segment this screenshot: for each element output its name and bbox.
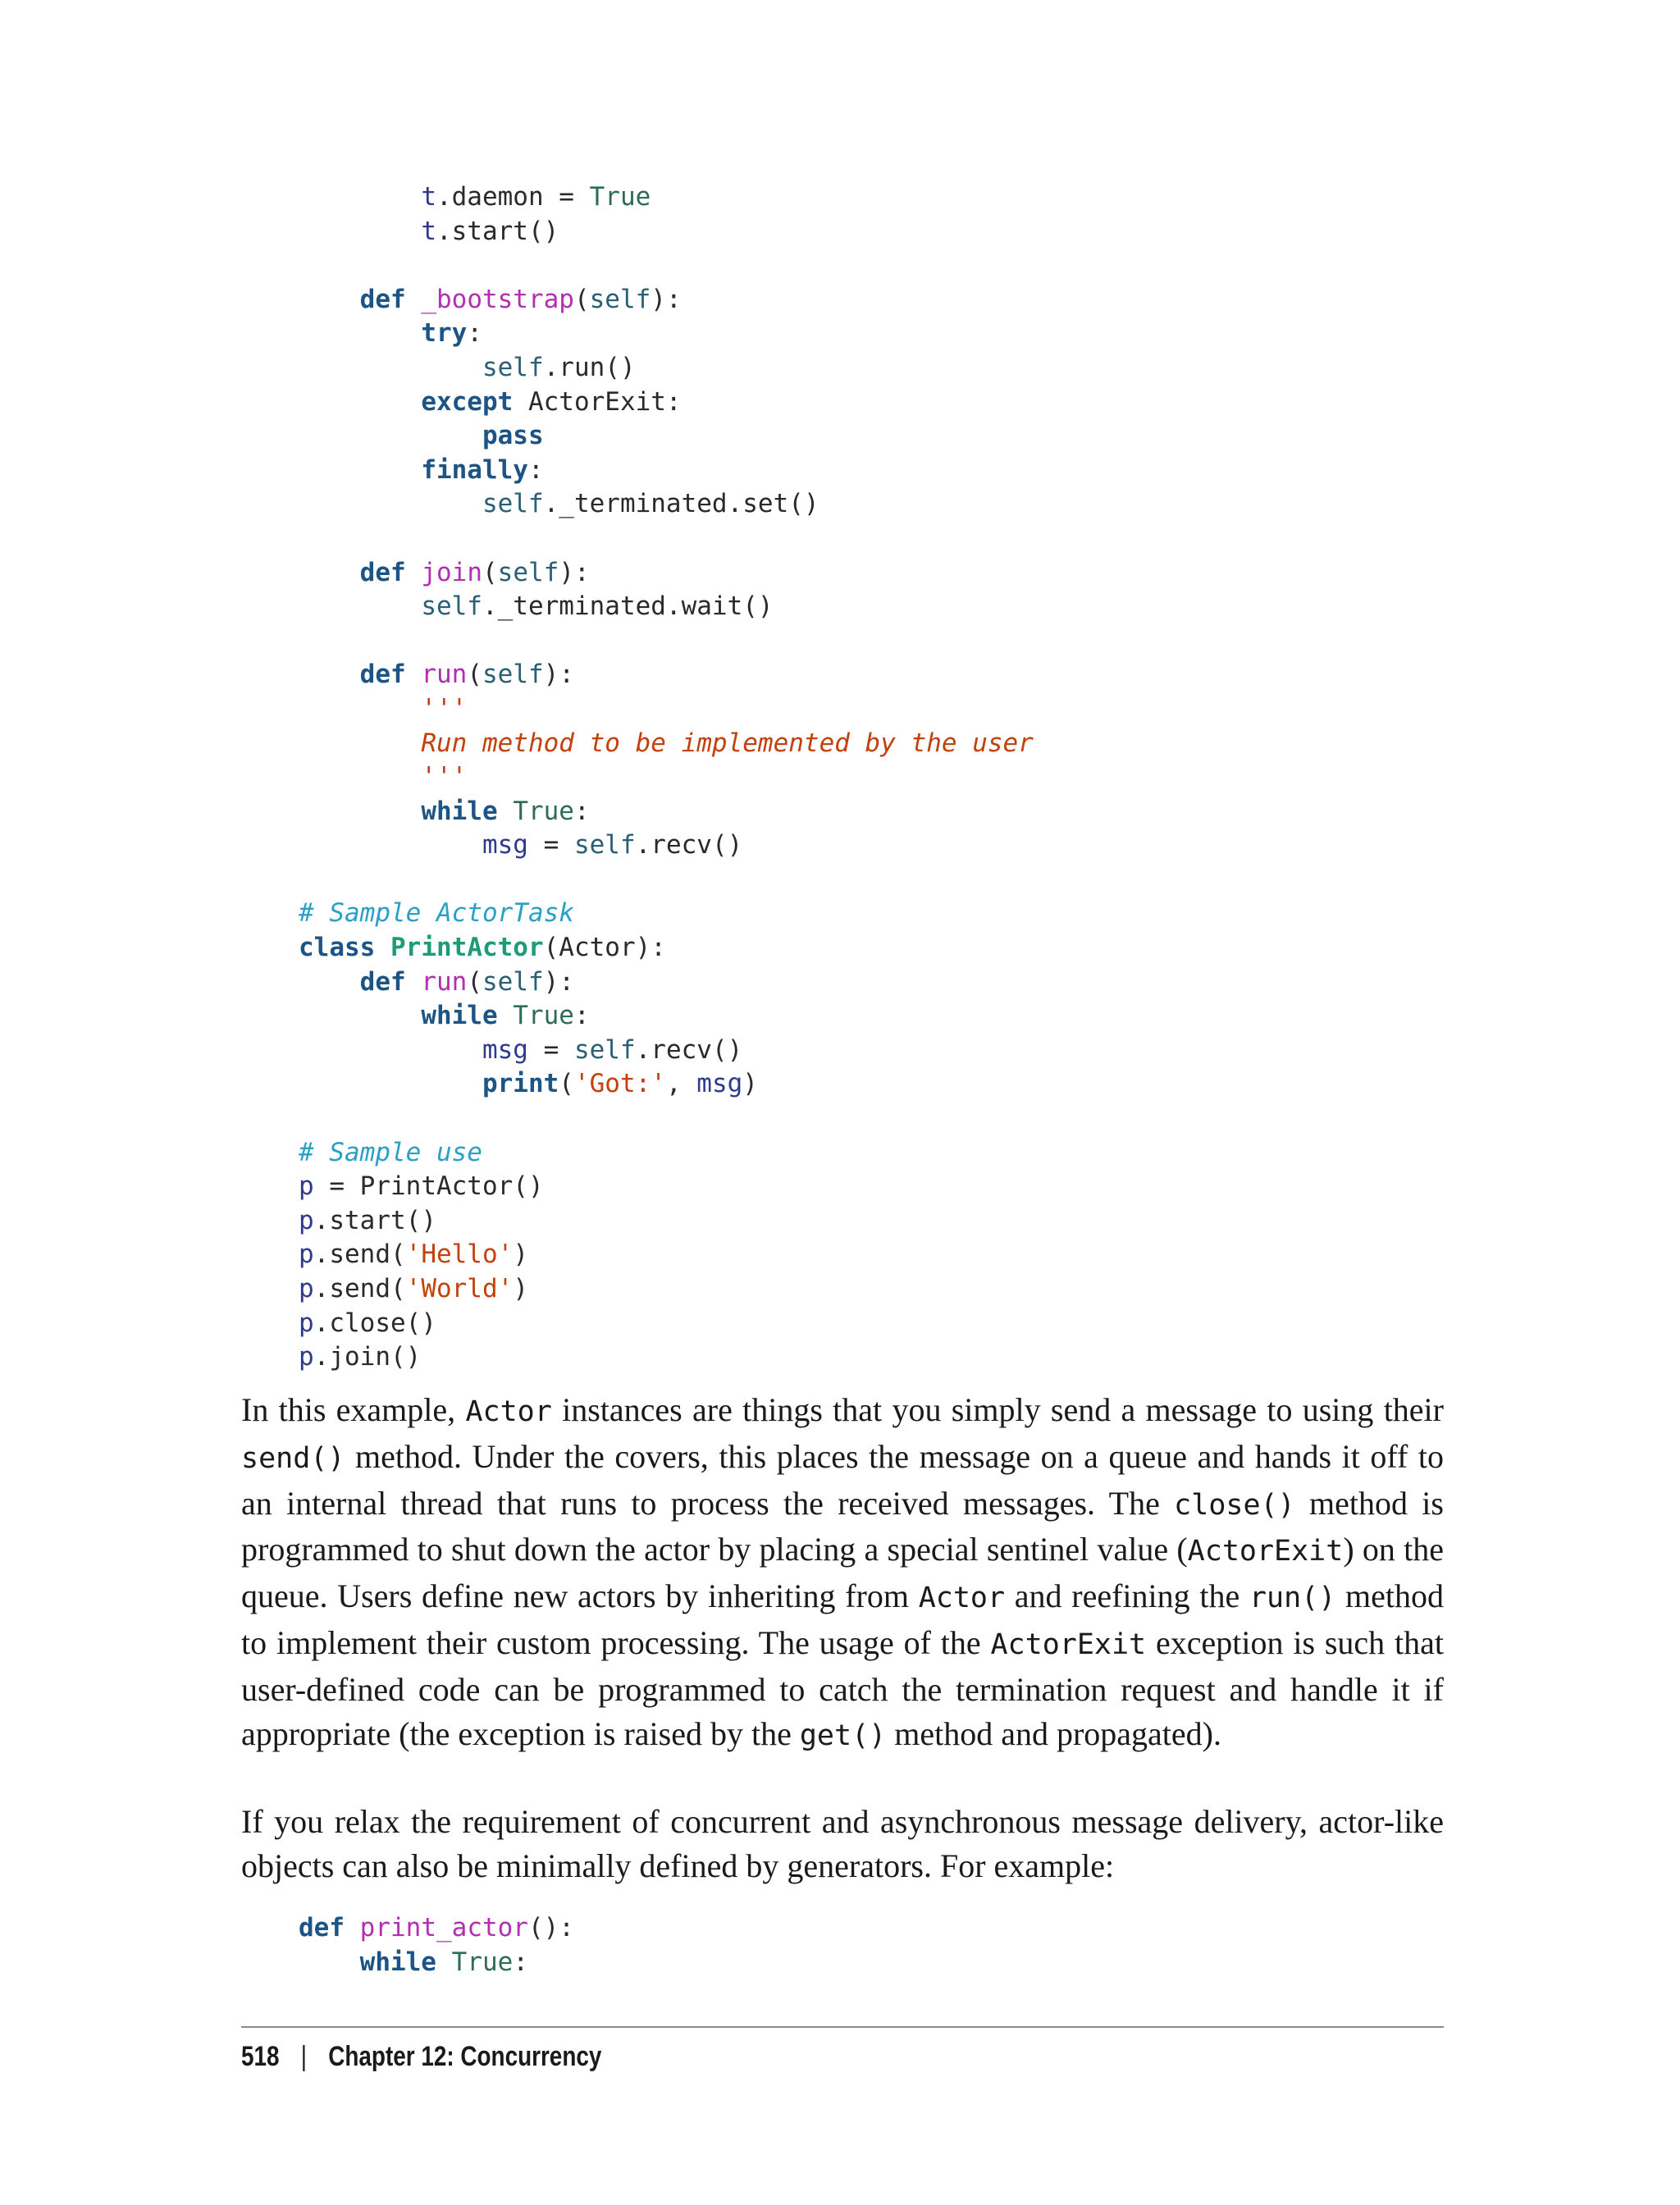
text-run: method is programmed to shut down the actor by placing a special sentinel value ( xyxy=(241,1484,1444,1568)
code-token: pass xyxy=(482,421,544,451)
code-line xyxy=(299,285,682,314)
text-run: and reefining the xyxy=(1005,1577,1249,1615)
code-token: = PrintActor() xyxy=(313,1171,544,1202)
text-run: method and propagated). xyxy=(886,1714,1221,1752)
code-token: True xyxy=(451,1947,514,1977)
inline-code: get() xyxy=(799,1719,887,1752)
code-token: 'World' xyxy=(405,1274,514,1303)
code-token: (): xyxy=(527,1913,574,1942)
code-token: Run method to be implemented by the user xyxy=(421,728,1034,758)
code-token: ''' xyxy=(421,762,468,792)
code-token: ._terminated.set() xyxy=(543,489,819,519)
code-token xyxy=(299,728,421,758)
code-token xyxy=(345,1913,360,1942)
text-run: In this example, xyxy=(241,1391,466,1428)
code-token: ''' xyxy=(421,693,468,724)
code-listing-print-actor xyxy=(299,1911,574,1979)
code-token: p xyxy=(299,1342,314,1372)
code-token: finally xyxy=(421,454,528,485)
inline-code: close() xyxy=(1174,1488,1295,1522)
code-token: # Sample use xyxy=(299,1137,482,1167)
code-token: .close() xyxy=(313,1308,436,1338)
code-token: msg xyxy=(482,1034,528,1065)
code-line xyxy=(299,830,742,860)
chapter-title: Chapter 12: Concurrency xyxy=(328,2040,602,2072)
page-footer xyxy=(241,2036,601,2077)
code-token: p xyxy=(299,1171,314,1202)
code-line xyxy=(299,1035,742,1065)
text-run: instances are things that you simply send a message to using their xyxy=(551,1391,1444,1428)
code-line xyxy=(299,933,666,962)
text-run: method. Under the covers, this places the message on a queue and hands it off to an internal thread that runs to process the received messages. The xyxy=(241,1437,1444,1522)
code-token: print_actor xyxy=(359,1913,528,1942)
code-line xyxy=(299,1239,528,1269)
code-token: # Sample ActorTask xyxy=(299,898,574,929)
code-token: self xyxy=(482,489,544,519)
code-token: def xyxy=(299,1913,345,1942)
code-token xyxy=(299,353,482,382)
code-token xyxy=(299,660,360,689)
code-token xyxy=(299,797,421,826)
code-token: while xyxy=(421,796,498,826)
code-token: def xyxy=(359,284,406,314)
code-token xyxy=(299,182,421,212)
code-token: print xyxy=(482,1069,559,1099)
code-token xyxy=(299,1035,482,1065)
code-token xyxy=(299,217,421,246)
code-line xyxy=(299,1342,421,1372)
code-line xyxy=(299,1138,482,1167)
code-token xyxy=(406,285,422,314)
code-token: : xyxy=(467,318,482,349)
code-line xyxy=(299,1308,436,1338)
code-token: self xyxy=(573,1034,636,1065)
code-line xyxy=(299,387,682,417)
code-token xyxy=(299,318,421,348)
code-token: self xyxy=(421,591,482,622)
page-number: 518 xyxy=(241,2040,280,2072)
code-token xyxy=(436,1947,452,1977)
code-token: = xyxy=(527,830,574,861)
code-token: .start() xyxy=(313,1205,436,1235)
code-token: ) xyxy=(513,1274,528,1303)
code-line xyxy=(299,1913,574,1942)
code-token: ): xyxy=(651,284,682,314)
code-token xyxy=(406,967,422,997)
code-token: join xyxy=(421,557,482,587)
inline-code: Actor xyxy=(918,1582,1006,1615)
code-line xyxy=(299,182,651,212)
code-token: p xyxy=(299,1308,314,1338)
code-token: msg xyxy=(696,1069,743,1099)
code-token: ( xyxy=(559,1069,574,1099)
code-token: while xyxy=(359,1947,436,1977)
code-token: True xyxy=(513,796,574,826)
code-line xyxy=(299,1274,528,1303)
code-token xyxy=(299,387,421,417)
code-line xyxy=(299,421,544,450)
code-token xyxy=(498,797,514,826)
code-token xyxy=(406,558,422,587)
code-token: ( xyxy=(482,557,498,587)
code-token: run xyxy=(421,660,468,690)
code-token: p xyxy=(299,1239,314,1270)
code-token xyxy=(299,1001,421,1030)
code-line xyxy=(299,660,574,689)
code-token: ): xyxy=(543,660,574,690)
code-token: t xyxy=(421,182,436,212)
code-line xyxy=(299,1206,436,1235)
code-token: self xyxy=(482,660,544,690)
body-paragraph-generators xyxy=(241,1800,1444,1888)
code-listing-actor xyxy=(299,180,1034,1375)
code-token: def xyxy=(359,660,406,690)
code-token: PrintActor xyxy=(390,933,544,963)
inline-code: ActorExit xyxy=(990,1628,1147,1661)
code-token: self xyxy=(589,284,651,314)
code-token: : xyxy=(513,1947,528,1977)
code-token: .daemon = xyxy=(436,182,590,212)
inline-code: Actor xyxy=(465,1395,552,1428)
code-token: .run() xyxy=(543,352,636,382)
code-token: .recv() xyxy=(635,830,743,861)
text-run: method to implement their custom processing. The usage of the xyxy=(241,1577,1445,1661)
code-token xyxy=(375,933,390,962)
code-token: class xyxy=(299,933,376,963)
code-token xyxy=(299,489,482,518)
code-token: ( xyxy=(467,660,482,690)
code-token xyxy=(299,591,421,621)
code-line xyxy=(299,558,590,587)
code-token xyxy=(299,694,421,724)
text-run: ) on the queue. Users define new actors by inheriting from xyxy=(241,1531,1444,1615)
code-line xyxy=(299,353,636,382)
code-line xyxy=(299,967,574,997)
code-token xyxy=(299,967,360,997)
code-token xyxy=(299,1069,482,1098)
code-line xyxy=(299,694,467,724)
code-line xyxy=(299,318,482,348)
code-token: self xyxy=(482,352,544,382)
code-line xyxy=(299,728,1034,758)
code-line xyxy=(299,1947,528,1977)
footer-rule xyxy=(241,2026,1444,2028)
code-line xyxy=(299,1171,544,1201)
code-token: 'Got:' xyxy=(573,1069,666,1099)
code-token: : xyxy=(573,796,590,826)
code-token xyxy=(299,421,482,450)
code-token: : xyxy=(527,454,544,485)
code-token: ( xyxy=(467,966,482,997)
code-line xyxy=(299,1069,758,1098)
code-token: (Actor): xyxy=(543,933,666,963)
code-token: self xyxy=(482,966,544,997)
code-token: : xyxy=(573,1001,590,1031)
code-token: True xyxy=(589,182,651,212)
code-token: = xyxy=(527,1034,574,1065)
code-token: ActorExit: xyxy=(513,386,682,417)
inline-code: ActorExit xyxy=(1187,1535,1344,1568)
code-line xyxy=(299,797,590,826)
code-token: self xyxy=(573,830,636,861)
code-token xyxy=(299,830,482,860)
code-token: .join() xyxy=(313,1342,422,1372)
inline-code: run() xyxy=(1249,1582,1336,1615)
code-token: 'Hello' xyxy=(405,1239,514,1270)
code-line xyxy=(299,217,559,246)
code-line xyxy=(299,762,467,792)
code-token: while xyxy=(421,1001,498,1031)
code-token: _bootstrap xyxy=(421,284,574,314)
code-token: .send( xyxy=(313,1239,406,1270)
code-token: .send( xyxy=(313,1274,406,1303)
code-token: ) xyxy=(742,1069,758,1099)
code-token xyxy=(498,1001,514,1030)
code-token xyxy=(406,660,422,689)
code-token: try xyxy=(421,318,468,349)
body-paragraph-actor-explanation xyxy=(241,1388,1444,1758)
code-token: .start() xyxy=(436,216,559,246)
code-token: ._terminated.wait() xyxy=(482,591,774,622)
code-line xyxy=(299,1001,590,1030)
text-run: exception is such that user-defined code can be programmed to catch the termination request and handle it if appropriate (the exception is raised by the xyxy=(241,1623,1445,1752)
code-token: .recv() xyxy=(635,1034,743,1065)
code-token: except xyxy=(421,386,514,417)
code-line xyxy=(299,455,544,485)
code-token xyxy=(299,558,360,587)
code-token xyxy=(299,1947,360,1977)
footer-separator: | xyxy=(300,2040,308,2072)
code-token: ( xyxy=(573,284,590,314)
code-token: t xyxy=(421,216,436,246)
code-token: p xyxy=(299,1274,314,1303)
code-token: p xyxy=(299,1205,314,1235)
code-token: run xyxy=(421,966,468,997)
code-token: def xyxy=(359,966,406,997)
code-token xyxy=(299,285,360,314)
code-line xyxy=(299,489,819,518)
code-token: msg xyxy=(482,830,528,861)
code-token: def xyxy=(359,557,406,587)
code-token xyxy=(299,762,421,792)
text-run: If you relax the requirement of concurrent and asynchronous message delivery, actor-like objects can also be minimally defined by generators. For example: xyxy=(241,1803,1444,1884)
code-token: ) xyxy=(513,1239,528,1270)
code-token: ): xyxy=(543,966,574,997)
code-token: ): xyxy=(559,557,590,587)
code-line xyxy=(299,591,774,621)
code-line xyxy=(299,898,574,928)
code-token: True xyxy=(513,1001,574,1031)
code-token: , xyxy=(665,1069,697,1099)
inline-code: send() xyxy=(241,1441,345,1475)
code-token xyxy=(299,455,421,485)
code-token: self xyxy=(497,557,559,587)
